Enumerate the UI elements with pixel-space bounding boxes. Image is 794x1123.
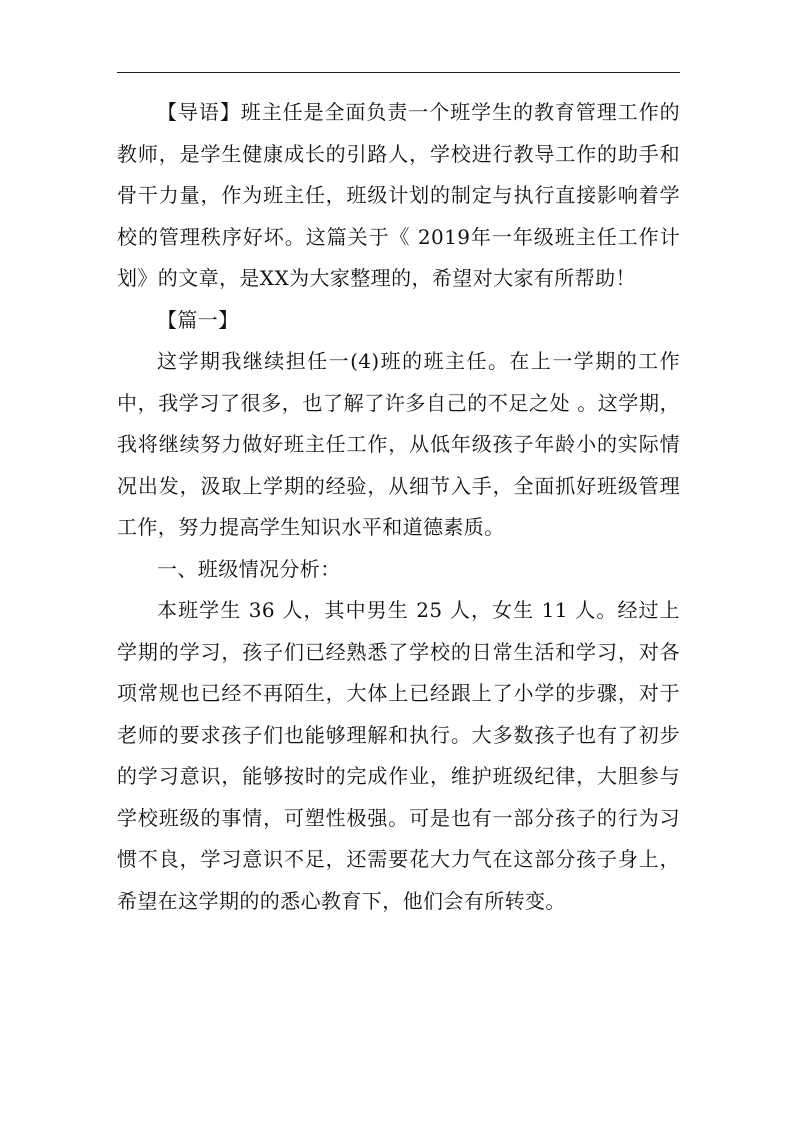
section-heading: 【篇一】 — [157, 307, 239, 332]
intro-paragraph: 【导语】班主任是全面负责一个班学生的教育管理工作的教师，是学生健康成长的引路人，学校进行教导工作的助手和骨干力量，作为班主任，班级计划的制定与执行直接影响着学校的管理秩序好坏。这篇关于《 2019年一年级班主任工作计划》的文章，是XX为大家整理的，希望对大家有所帮助！ — [117, 100, 680, 290]
paragraph-1: 这学期我继续担任一(4)班的班主任。在上一学期的工作中，我学习了很多，也了解了许多自己的不足之处 。这学期，我将继续努力做好班主任工作，从低年级孩子年龄小的实际情况出发，汲取上学期的经验，从细节入手，全面抓好班级管理工作，努力提高学生知识水平和道德素质。 — [117, 349, 680, 539]
subheading-class-analysis: 一、班级情况分析： — [157, 556, 341, 581]
header-rule — [117, 72, 680, 73]
paragraph-2: 本班学生 36 人，其中男生 25 人，女生 11 人。经过上学期的学习，孩子们已经熟悉了学校的日常生活和学习，对各项常规也已经不再陌生，大体上已经跟上了小学的步骤，对于老师的要求孩子们也能够理解和执行。大多数孩子也有了初步的学习意识，能够按时的完成作业，维护班级纪律，大胆参与学校班级的事情，可塑性极强。可是也有一部分孩子的行为习惯不良，学习意识不足，还需要花大力气在这部分孩子身上，希望在这学期的的悉心教育下，他们会有所转变。 — [117, 598, 680, 913]
document-body — [117, 92, 680, 922]
